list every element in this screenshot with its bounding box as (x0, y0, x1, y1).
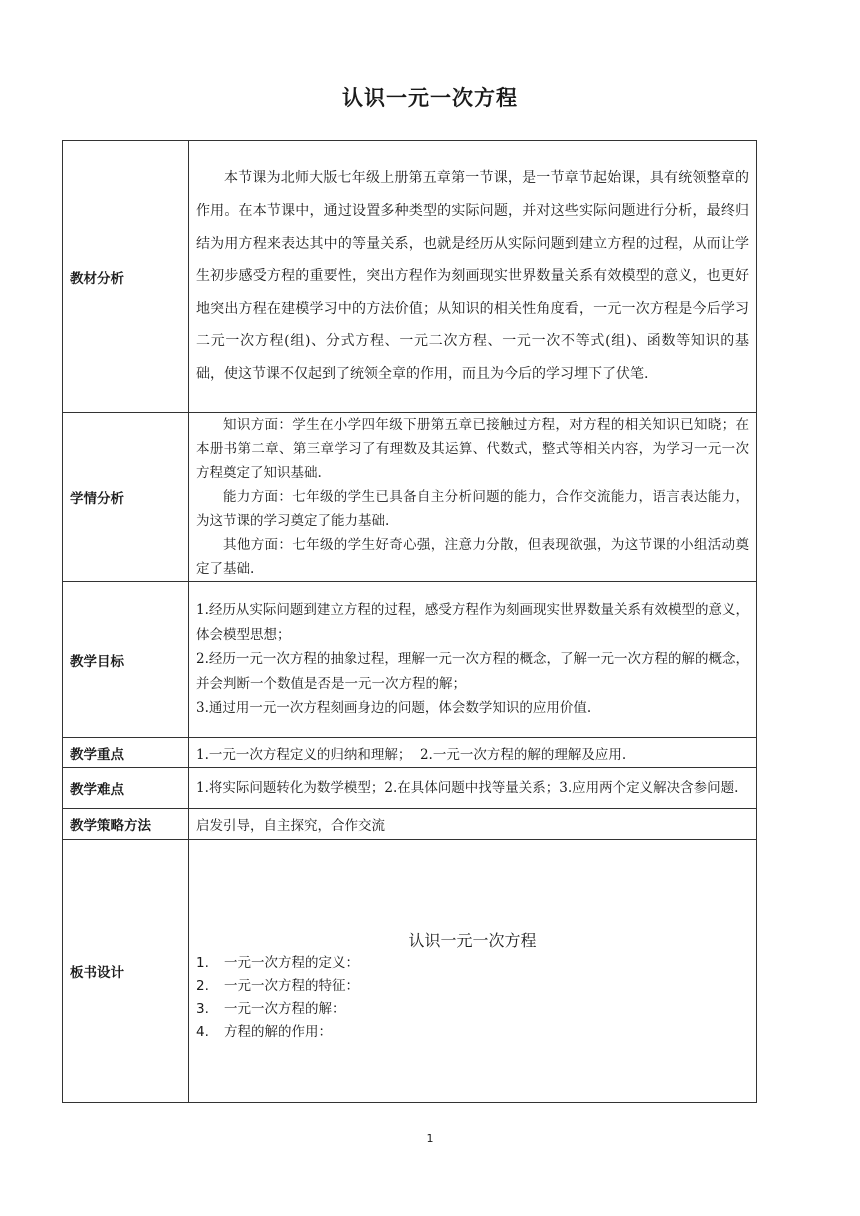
table-row-difficulties (63, 768, 757, 809)
page-number: 1 (426, 1132, 434, 1145)
table-row-methods (63, 809, 757, 840)
list-number: 2. (196, 978, 209, 994)
board-title: 认识一元一次方程 (408, 931, 537, 950)
list-number: 3. (196, 1001, 209, 1017)
table-row-key-points (63, 738, 757, 768)
table-row-student-analysis (63, 413, 757, 582)
lesson-plan-table (62, 140, 757, 1103)
row-label: 教学策略方法 (63, 809, 189, 840)
row-label: 学情分析 (63, 413, 189, 582)
row-label: 教学难点 (63, 768, 189, 809)
row-label: 教材分析 (63, 141, 189, 413)
difficulties-text: 1.将实际问题转化为数学模型；2.在具体问题中找等量关系；3.应用两个定义解决含参问题. (196, 780, 739, 796)
row-label: 教学重点 (63, 738, 189, 768)
textbook-analysis-text: 本节课为北师大版七年级上册第五章第一节课，是一节章节起始课，具有统领整章的作用。在本节课中，通过设置多种类型的实际问题，并对这些实际问题进行分析，最终归结为用方程来表达其中的等量关系，也就是经历从实际问题到建立方程的过程，从而让学生初步感受方程的重要性，突出方程作为刻画现实世界数量关系有效模型的意义，也更好地突出方程在建模学习中的方法价值；从知识的相关性角度看，一元一次方程是今后学习二元一次方程(组)、分式方程、一元二次方程、一元一次不等式(组)、函数等知识的基础，使这节课不仅起到了统领全章的作用，而且为今后的学习埋下了伏笔. (196, 170, 749, 382)
board-list (196, 952, 359, 1044)
methods-text: 启发引导，自主探究，合作交流 (189, 809, 757, 840)
list-text: 方程的解的作用： (224, 1024, 332, 1040)
student-other-text: 其他方面：七年级的学生好奇心强，注意力分散，但表现欲强，为这节课的小组活动奠定了基础. (196, 537, 749, 577)
row-label: 板书设计 (63, 840, 189, 1103)
list-text: 一元一次方程的定义： (224, 955, 359, 971)
list-item (196, 975, 359, 998)
key-points-text: 1.一元一次方程定义的归纳和理解； 2.一元一次方程的解的理解及应用. (189, 738, 757, 768)
goal-item: 3.通过用一元一次方程刻画身边的问题，体会数学知识的应用价值. (196, 700, 592, 717)
page-title: 认识一元一次方程 (342, 86, 518, 110)
list-item (196, 998, 359, 1021)
table-row-board-design (63, 840, 757, 1103)
student-knowledge-text: 知识方面：学生在小学四年级下册第五章已接触过方程，对方程的相关知识已知晓；在本册书第二章、第三章学习了有理数及其运算、代数式，整式等相关内容，为学习一元一次方程奠定了知识基础. (196, 417, 749, 481)
textbook-analysis-cell (189, 141, 757, 413)
board-design-cell (189, 840, 757, 1103)
board-design (196, 841, 749, 1101)
goal-item: 1.经历从实际问题到建立方程的过程，感受方程作为刻画现实世界数量关系有效模型的意义，体会模型思想； (196, 602, 749, 643)
student-analysis-cell (189, 413, 757, 582)
table-row-teaching-goals (63, 582, 757, 738)
list-item (196, 952, 359, 975)
list-text: 一元一次方程的解： (224, 1001, 346, 1017)
list-item (196, 1021, 359, 1044)
list-number: 4. (196, 1024, 209, 1040)
student-ability-text: 能力方面：七年级的学生已具备自主分析问题的能力，合作交流能力，语言表达能力，为这节课的学习奠定了能力基础. (196, 489, 749, 529)
table-row-textbook-analysis (63, 141, 757, 413)
list-number: 1. (196, 955, 209, 971)
list-text: 一元一次方程的特征： (224, 978, 359, 994)
row-label: 教学目标 (63, 582, 189, 738)
teaching-goals-cell (189, 582, 757, 738)
goal-item: 2.经历一元一次方程的抽象过程，理解一元一次方程的概念，了解一元一次方程的解的概念，并会判断一个数值是否是一元一次方程的解； (196, 651, 749, 692)
difficulties-cell (189, 768, 757, 809)
